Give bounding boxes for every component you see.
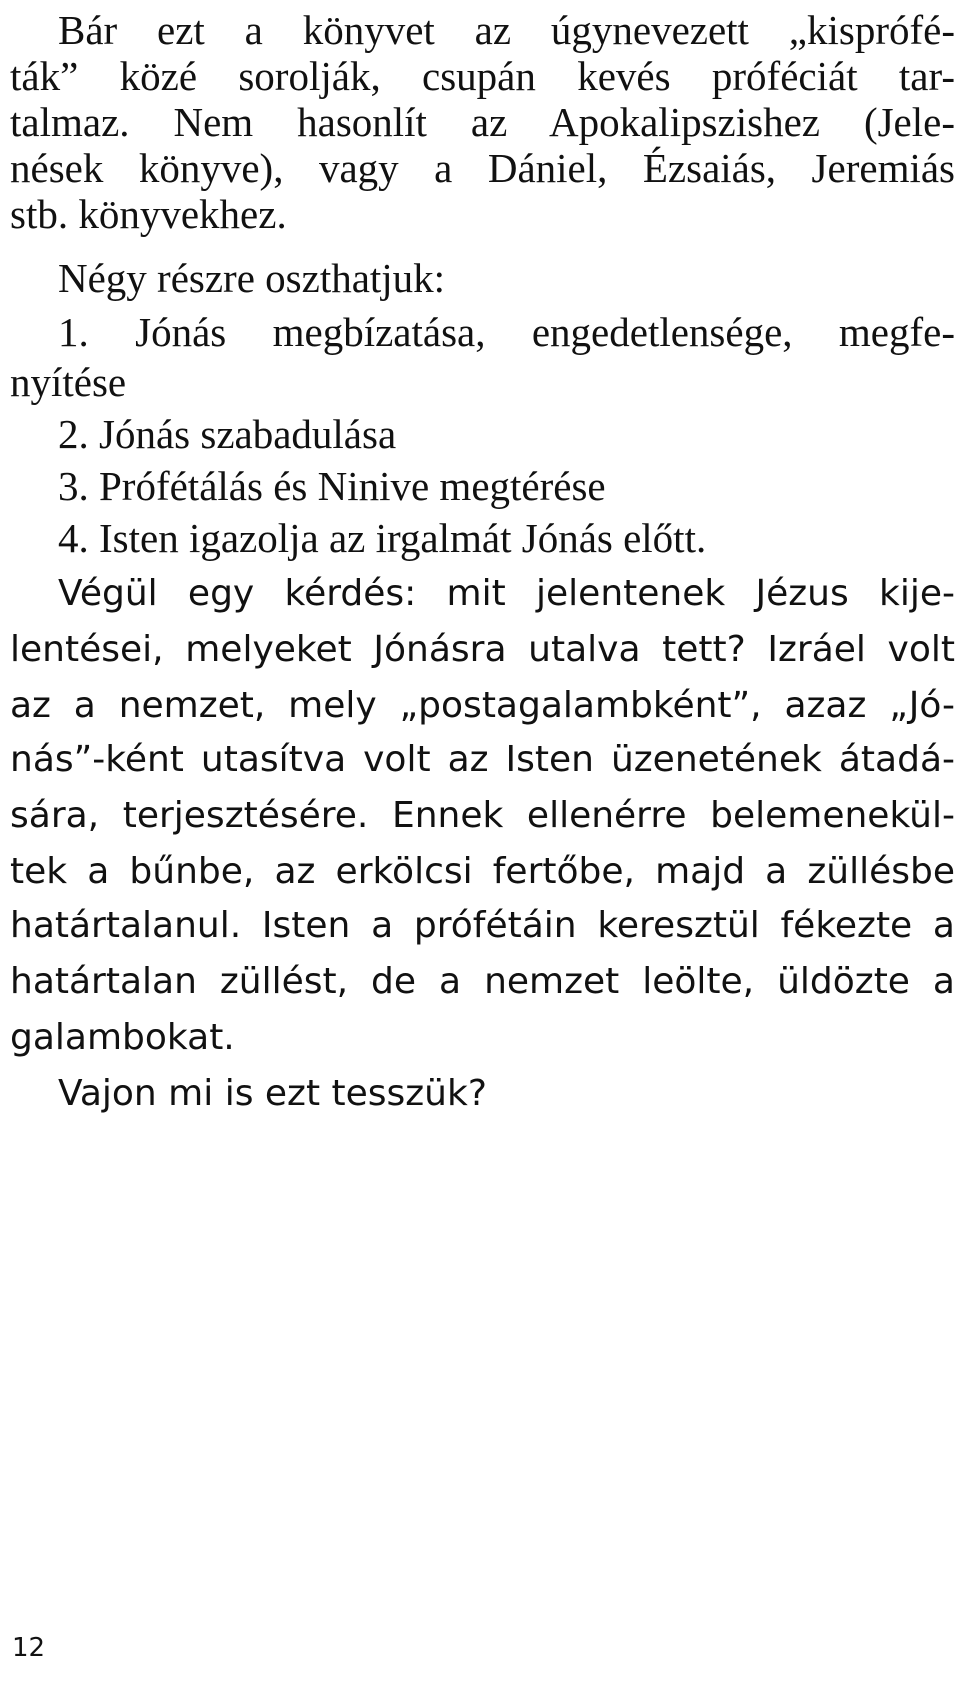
question-line-7: határtalanul. Isten a prófétáin keresztül fékezte a xyxy=(10,905,955,946)
division-item-2: 2. Jónás szabadulása xyxy=(58,411,397,457)
closing-question: Vajon mi is ezt tesszük? xyxy=(58,1073,487,1114)
page-number: 12 xyxy=(12,1633,46,1663)
division-item-3: 3. Prófétálás és Ninive megtérése xyxy=(58,463,606,509)
question-line-9: galambokat. xyxy=(10,1017,235,1058)
question-line-5: sára, terjesztésére. Ennek ellenérre belemenekül- xyxy=(10,795,955,836)
division-item-4: 4. Isten igazolja az irgalmát Jónás előtt. xyxy=(58,515,707,561)
question-line-3: az a nemzet, mely „postagalambként”, azaz „Jó- xyxy=(10,685,955,726)
division-heading: Négy részre oszthatjuk: xyxy=(58,255,446,301)
division-item-1-line-1: 1. Jónás megbízatása, engedetlensége, megfe- xyxy=(58,309,955,355)
intro-line-4: nések könyve), vagy a Dániel, Ézsaiás, Jeremiás xyxy=(10,145,955,191)
intro-line-3: talmaz. Nem hasonlít az Apokalipszishez (Jele- xyxy=(10,99,955,145)
question-line-4: nás”-ként utasítva volt az Isten üzenetének átadá- xyxy=(10,739,955,780)
question-line-2: lentései, melyeket Jónásra utalva tett? Izráel volt xyxy=(10,629,955,670)
question-line-1: Végül egy kérdés: mit jelentenek Jézus kije- xyxy=(58,573,955,614)
question-line-6: tek a bűnbe, az erkölcsi fertőbe, majd a züllésbe xyxy=(10,851,955,892)
intro-line-2: ták” közé sorolják, csupán kevés próféciát tar- xyxy=(10,53,955,99)
intro-line-1: Bár ezt a könyvet az úgynevezett „kisprófé- xyxy=(58,7,955,53)
division-item-1-line-2: nyítése xyxy=(10,359,127,405)
question-line-8: határtalan züllést, de a nemzet leölte, üldözte a xyxy=(10,961,955,1002)
intro-line-5: stb. könyvekhez. xyxy=(10,191,287,237)
